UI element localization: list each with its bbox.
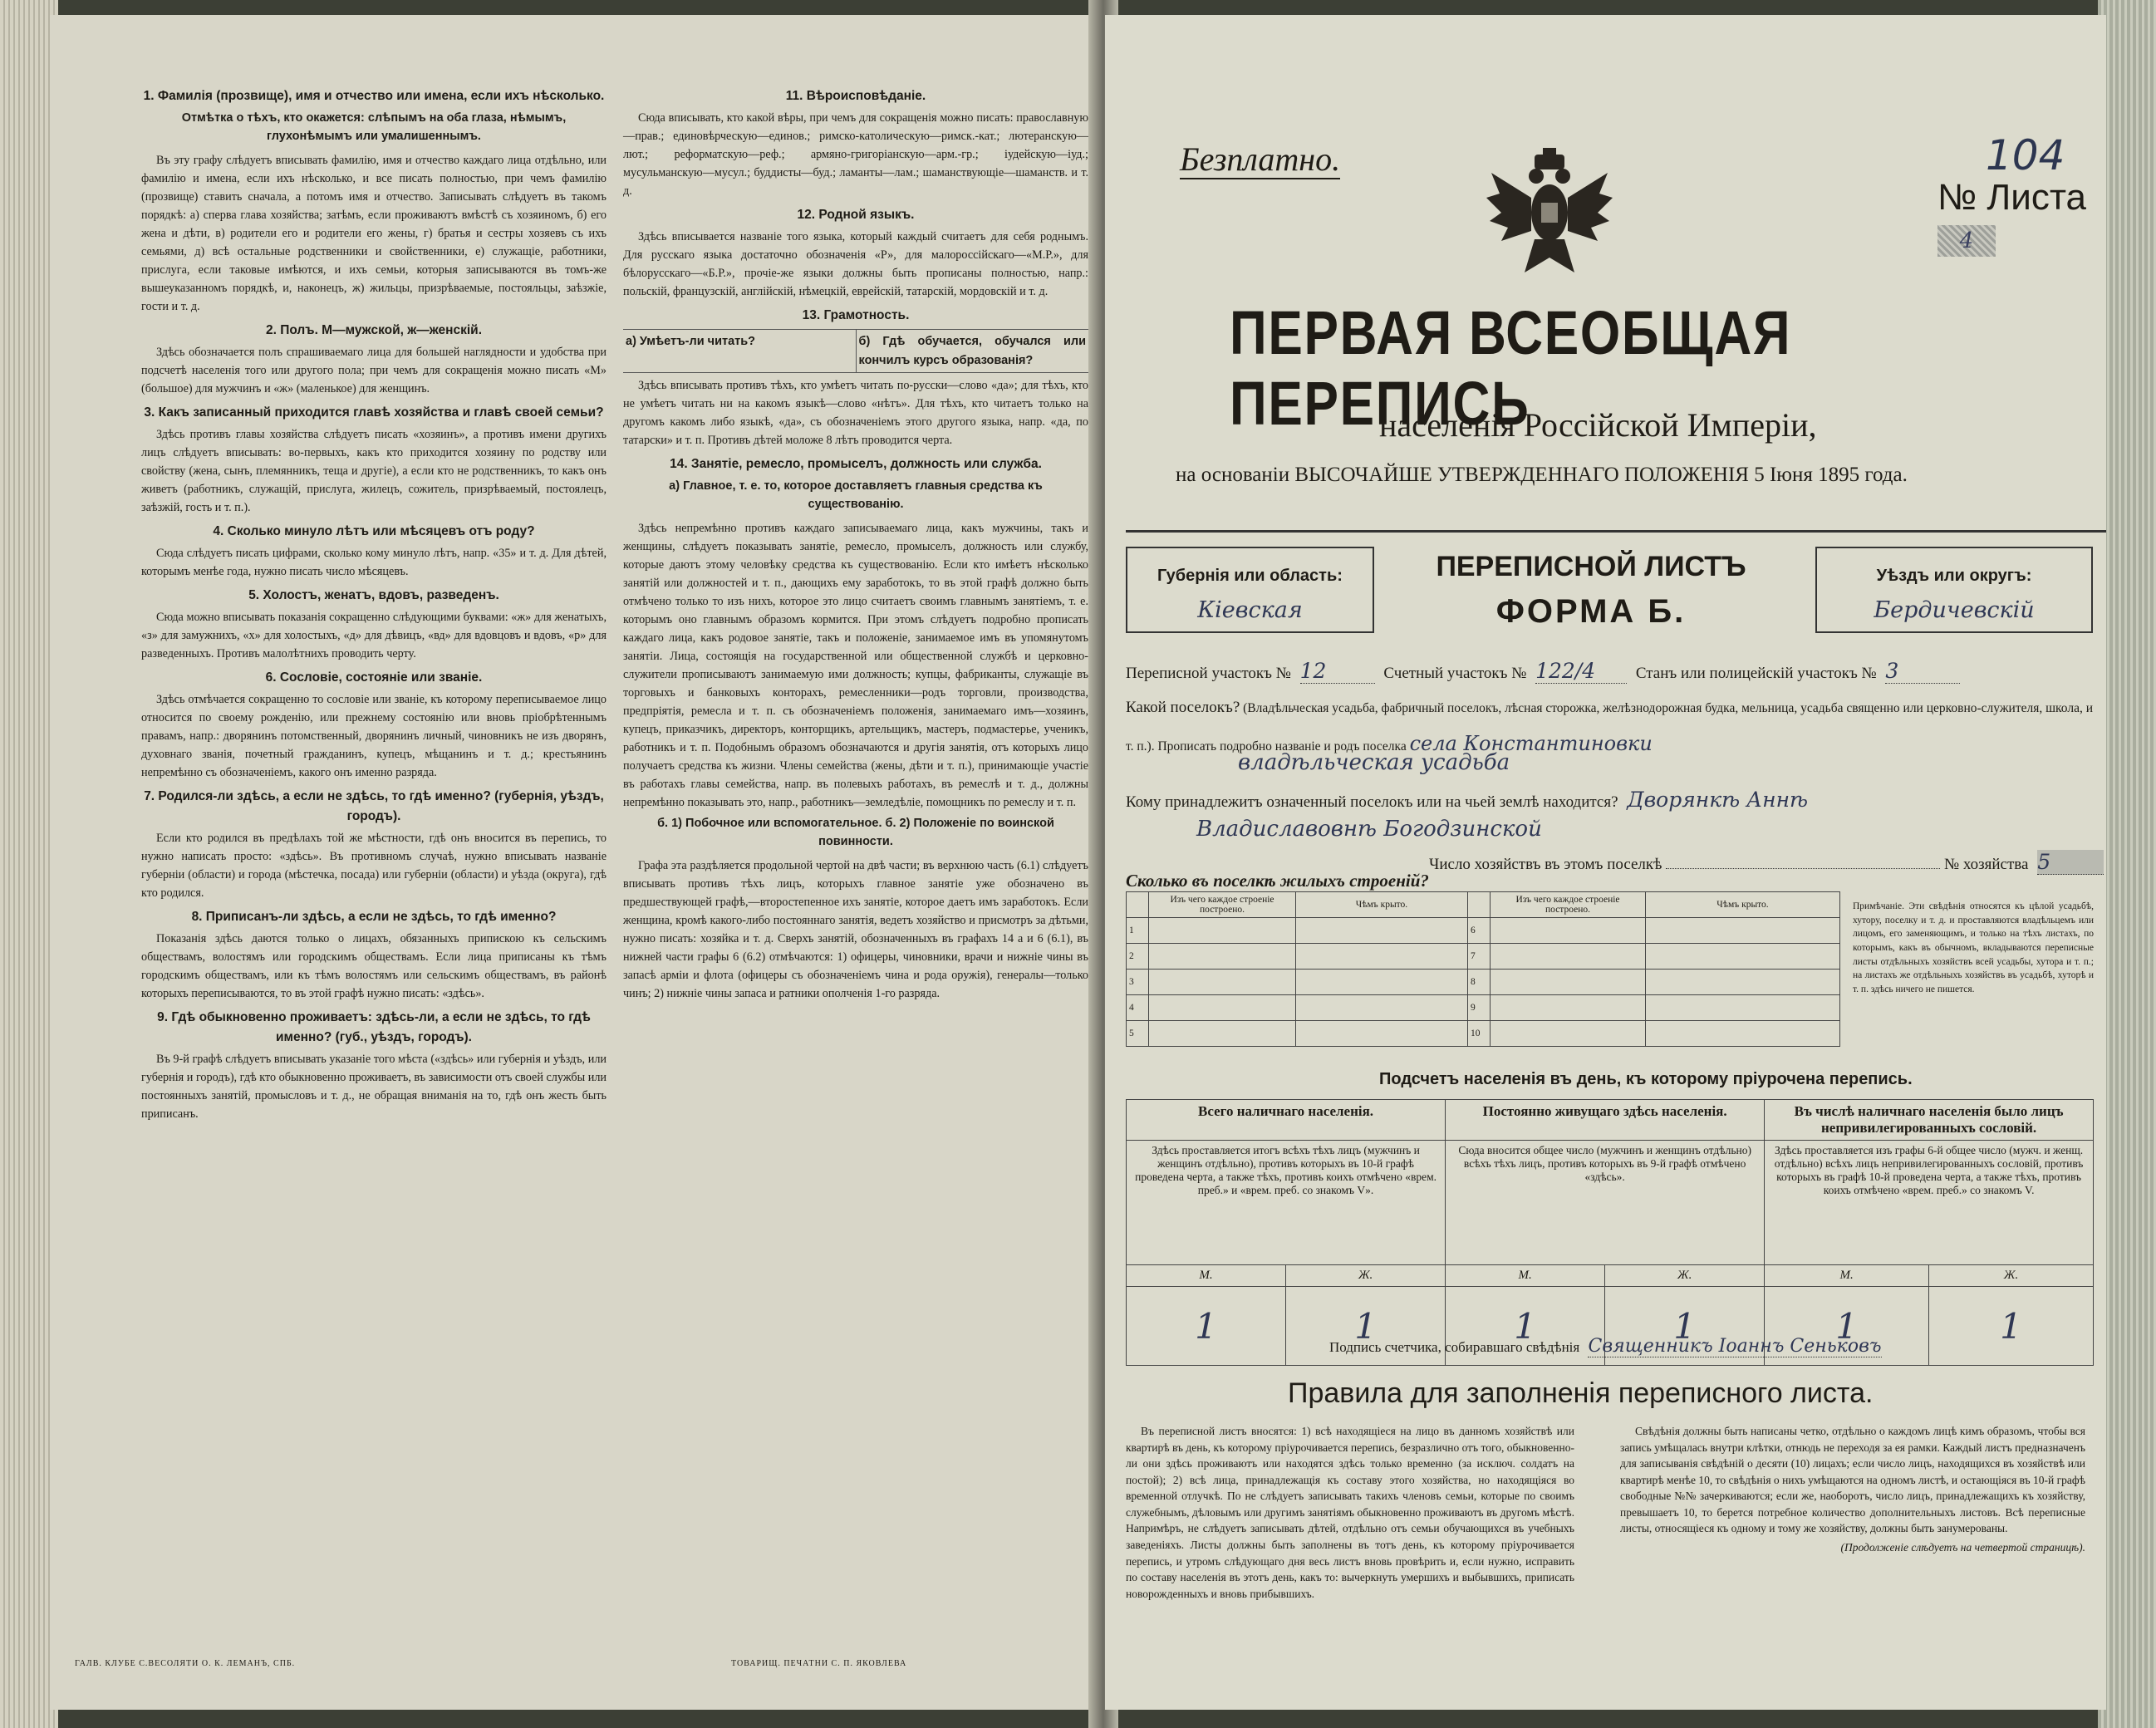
owner-value-1: Дворянкѣ Аннѣ [1627, 788, 1809, 812]
precinct-label: Переписной участокъ № [1126, 665, 1291, 682]
stan-value: 3 [1885, 659, 1960, 684]
pop-value: 1 [1765, 1287, 1929, 1366]
uezd-label: Уѣздъ или округъ: [1876, 567, 2032, 585]
rules-column-2 [1620, 1423, 2085, 1559]
precinct-value: 12 [1300, 659, 1375, 684]
households-label: Число хозяйствъ въ этомъ поселкѣ [1429, 856, 1662, 873]
table-row: 2 7 [1127, 944, 1840, 970]
split-heading [623, 329, 1088, 373]
buildings-col-roof: Чѣмъ крыто. [1296, 892, 1468, 918]
section-text: Если кто родился въ предѣлахъ той же мѣстности, гдѣ онъ вносится въ перепись, то нужно написать просто: «здѣсь». Въ противномъ случаѣ, нужно вписывать названіе губерніи (области) и города (мѣстечка, посада) или губерніи (области) и уѣзда (округа), гдѣ кто родился. [141, 832, 607, 901]
gubernia-value: Кіевская [1197, 597, 1303, 623]
split-heading-cell: б) Гдѣ обучается, обучался или кончилъ курсъ образованія? [856, 330, 1089, 372]
settlement-value-1: села Константиновки [1409, 732, 1653, 755]
census-sheet-title: ПЕРЕПИСНОЙ ЛИСТЪ [1436, 551, 1746, 582]
pop-col-permanent: Постоянно живущаго здѣсь населенія. [1446, 1100, 1765, 1141]
gubernia-label: Губернія или область: [1157, 567, 1343, 585]
settlement-value-2: владѣльческая усадьба [1238, 750, 1510, 775]
section-heading: 2. Полъ. М—мужской, ж—женскій. [265, 322, 483, 337]
section-text: Здѣсь противъ главы хозяйства слѣдуетъ писать «хозяинъ», а противъ имени другихъ лицъ слѣдуетъ вписывать: во-первыхъ, какъ кто приходится хозяину по родству или свойству (жена, сынъ, племянникъ, теща и другіе), а если кто не родственникъ, то какъ онъ живетъ (работникъ, служащій, прислуга, жилецъ, сожитель, призрѣваемый, постоялецъ, заѣзжій, гость и т. п.). [141, 427, 607, 514]
pop-value: 1 [1446, 1287, 1605, 1366]
pop-desc-permanent: Сюда вносится общее число (мужчинъ и женщинъ отдѣльно) всѣхъ тѣхъ лицъ, противъ которыхъ въ 9-й графѣ отмѣчено «здѣсь». [1446, 1141, 1765, 1265]
rules-text-1: Въ переписной листъ вносятся: 1) всѣ находящіеся на лицо въ данномъ хозяйствѣ или квартирѣ въ день, къ которому пріурочивается перепись, безразлично отъ того, обыкновенно-ли они здѣсь проживаютъ или находятся здѣсь только временно (за исключ. солдатъ на постой); 2) всѣ лица, принадлежащія къ составу этого хозяйства, но находящіяся во временной отлучкѣ. По не слѣдуетъ записывать такихъ членовъ семьи, которые по своимъ служебнымъ, дѣловымъ или другимъ занятіямъ обыкновенно проживаютъ въ другомъ мѣстѣ. Напримѣръ, не слѣдуетъ записывать дѣтей, отдѣльно отъ семьи обучающихся въ учебныхъ заведеніяхъ. Листы должны быть заполнены въ тотъ день, къ которому пріурочивается перепись, и утромъ слѣдующаго дня весь листъ вновь провѣрить и, если нужно, исправить по составу населенія въ этотъ день, какъ то: вычеркнуть умершихъ и выбывшихъ, приписать новорожденныхъ и вновь прибывшихъ. [1126, 1425, 1574, 1600]
section-text: Здѣсь отмѣчается сокращенно то сословіе или званіе, къ которому перепиcываемое лицо относится по своему рожденію, или прежнему состоянію или вновь пріобрѣтеннымъ правамъ, напр.: дворянинъ потомственный, дворянинъ личный, чиновникъ не изъ дворянъ, духовнаго званія, почетный гражданинъ, купецъ, мѣщанинъ и т. д.; крестьянинъ непремѣнно съ обозначеніемъ, какого онъ именно разряда. [141, 693, 607, 780]
stan-label: Станъ или полицейскій участокъ № [1635, 665, 1877, 682]
section-text: Показанія здѣсь даются только о лицахъ, обязанныхъ припискою къ сельскимъ обществамъ, волостямъ или городскимъ обществамъ. Если лица приписаны къ тѣмъ городскимъ обществамъ, или къ тѣмъ волостямъ или сельскимъ обществамъ, въ районѣ которыхъ переписываются, то въ этой графѣ нужно писать: «здѣсь». [141, 932, 607, 1001]
pop-value: 1 [1605, 1287, 1765, 1366]
section-text: Графа эта раздѣляется продольной чертой на двѣ части; въ верхнюю часть (6.1) слѣдуетъ вписывать противъ тѣхъ лицъ, которыхъ главное занятіе уже обозначено въ предшествующей графѣ,—второстепенное ихъ занятіе, которое даетъ имъ заработокъ. Если женщина, кромѣ какого-либо постояннаго занятія, ведетъ хозяйство и присмотръ за дѣтьми, нужно писать: хозяйка и т. д. Сверхъ занятій, обозначенныхъ въ графахъ 14 а и 6 (6.1), въ нижней части графы 6 (6.2) отмѣчаются: 1) офицеры, чиновники, врачи и нижніе чины въ запасѣ арміи и флота (офицеры съ обозначеніемъ чина и рода оружія), генералы—только чинъ; 2) нижніе чины запаса и ратники ополченія 1-го разряда. [623, 858, 1088, 1000]
pop-desc-present: Здѣсь проставляется итогъ всѣхъ тѣхъ лицъ (мужчинъ и женщинъ отдѣльно), противъ которыхъ въ 10-й графѣ проведена черта, а также тѣхъ, противъ коихъ отмѣчено «врем. преб.» и «врем. преб. со знакомъ V». [1127, 1141, 1446, 1265]
count-value: 122/4 [1535, 659, 1627, 684]
section-heading: 14. Занятіе, ремесло, промыселъ, должность или служба. [670, 456, 1042, 471]
counter-signature: Священникъ Іоаннъ Сеньковъ [1588, 1336, 1882, 1357]
section-subheading: б. 1) Побочное или вспомогательное. б. 2) Положеніе по воинской повинности. [657, 816, 1054, 849]
section-heading: 9. Гдѣ обыкновенно проживаетъ: здѣсь-ли, а если не здѣсь, то гдѣ именно? (губ., уѣздъ, городъ). [157, 1010, 591, 1045]
signature-line [1329, 1336, 1887, 1357]
form-title: ФОРМА Б. [1495, 593, 1687, 630]
section-heading: 8. Приписанъ-ли здѣсь, а если не здѣсь, то гдѣ именно? [191, 910, 557, 925]
census-subtitle: населенія Россійской Имперіи, [1379, 406, 1817, 444]
table-row: 1 6 [1127, 918, 1840, 944]
rules-column-1 [1126, 1423, 1574, 1604]
pop-col-present: Всего наличнаго населенія. [1127, 1100, 1446, 1141]
section-heading: 1. Фамилія (прозвище), имя и отчество или имена, если ихъ нѣсколько. [143, 89, 605, 103]
section-text: Здѣсь обозначается полъ спрашиваемаго лица для большей наглядности и удобства при подсчетѣ населенія того или другого пола; при чемъ для сокращенія можно писать «М» (большое) для мужчинъ и «ж» (маленькое) для женщинъ. [141, 345, 607, 395]
free-of-charge-label: Безплатно. [1180, 140, 1341, 178]
section-text: Въ эту графу слѣдуетъ вписывать фамилію, имя и отчество каждаго лица отдѣльно, или фамилію и имена, если ихъ нѣсколько, и все писать полностью, при чемъ фамилію (прозвище) ставить сначала, а потомъ имя и отчество. Записывать слѣдуетъ въ такомъ порядкѣ: а) сперва глава хозяйства; затѣмъ, если проживаютъ вмѣстѣ съ хозяиномъ, б) его жена и дѣти, в) родители его и родители его жены, г) братья и сестры хозяевъ съ ихъ семьями, д) всѣ остальные родственники и свойственники, е) служащіе, работники, прислуга, если таковые имѣются, и ихъ семьи, которыя записываются въ томъ-же вышеуказанномъ порядкѣ, и, наконецъ, ж) жильцы, призрѣваемые, постояльцы, заѣзжіе, гости и т. д. [141, 153, 607, 313]
section-text: Здѣсь непремѣнно противъ каждаго записываемаго лица, какъ мужчины, такъ и женщины, слѣдуетъ показывать занятіе, ремесло, промыселъ, должность или службу, которые даютъ этому человѣку средства къ существованію. Если кто имѣетъ нѣсколько занятій или должностей и т. п., дающихъ ему заработокъ, то въ этой графѣ должно быть отмѣчено только то изъ нихъ, которое это лицо считаетъ своимъ главнымъ занятіемъ, т. е. которымъ оно главнымъ образомъ кормится. При этомъ слѣдуетъ подробно прописать каждаго лица, какъ родовое занятіе, такъ и положеніе, занимаемое имъ въ упомянутомъ занятіи. Лица, состоящія на государственной или общественной службѣ и церковно-служители прописываютъ занимаемую ими должность; купцы, фабриканты, служащіе въ торговыхъ и банковыхъ конторахъ, ремесленники—родъ торговли, производства, предпріятія, ремесла и т. п. съ обозначеніемъ положенія, занимаемаго имъ—хозяинъ, купецъ, приказчикъ, директоръ, конторщикъ, артельщикъ, мастеръ, подмастерье, ученикъ, работникъ и т. п. Подобнымъ образомъ обозначаются и другія занятія, отъ которыхъ лицо получаетъ средства къ жизни. Члены семейства (жены, дѣти и т. п.), принимающіе участіе въ работахъ главы семейства, напр. въ полевыхъ работахъ, въ ремеслѣ и т. д., должны непремѣнно показывать это, напр., работникъ—земледѣліе, помощникъ по ремеслу и т. п. [623, 521, 1088, 809]
pop-col-unprivileged: Въ числѣ наличнаго населенія было лицъ непривилегированныхъ сословій. [1765, 1100, 2094, 1141]
table-row: 3 8 [1127, 970, 1840, 995]
section-subheading: Отмѣтка о тѣхъ, кто окажется: слѣпымъ на оба глаза, нѣмымъ, глухонѣмымъ или умалишеннымъ. [181, 111, 567, 144]
split-heading-cell: а) Умѣетъ-ли читать? [626, 335, 756, 349]
section-heading: 11. Вѣроисповѣданіе. [785, 89, 926, 103]
left-page [50, 15, 1098, 1710]
owner-line [1126, 788, 1813, 812]
sheet-number-value: 4 [1937, 225, 1996, 257]
rules-title: Правила для заполненія переписного листа. [1288, 1377, 1874, 1409]
buildings-note: Примѣчаніе. Эти свѣдѣнія относятся къ цѣлой усадьбѣ, хутору, поселку и т. д. и проставляются владѣльцемъ или лицомъ, его заменяющимъ, и только на тѣхъ листахъ, по которымъ, какъ въ обычномъ, вкладываются переписные листы отдѣльныхъ хозяйствъ всей усадьбы, хутора и т. п.; на листахъ же отдѣльныхъ хозяйствъ въ усадьбѣ, хуторѣ и т. п. здѣсь ничего не пишется. [1853, 901, 2094, 995]
section-text: Сюда можно вписывать показанія сокращенно слѣдующими буквами: «ж» для женатыхъ, «з» для замужнихъ, «х» для холостыхъ, «д» для дѣвицъ, «вд» для вдовцовъ и вдовъ, «р» для разведенныхъ. Противъ малолѣтнихъ проводить черту. [141, 611, 607, 661]
section-text: Здѣсь вписывается названіе того языка, который каждый считаетъ для себя роднымъ. Для русскаго языка достаточно обозначенія «Р», для малороссійскаго—«М.Р.», для бѣлорусскаго—«Б.Р.», прочіе-же языки должны быть прописаны полностью, напр.: польскій, французскій, англійскій, нѣмецкій, еврейскій, татарскій, мордовскій и т. д. [623, 230, 1088, 299]
table-row: 5 10 [1127, 1021, 1840, 1047]
pop-value: 1 [1127, 1287, 1286, 1366]
pop-value: 1 [1929, 1287, 2094, 1366]
section-heading: 4. Сколько минуло лѣтъ или мѣсяцевъ отъ роду? [213, 523, 535, 538]
census-legal-basis: на основаніи ВЫСОЧАЙШЕ УТВЕРЖДЕННАГО ПОЛОЖЕНІЯ 5 Іюня 1895 года. [1176, 464, 1908, 486]
section-heading: 13. Грамотность. [802, 308, 910, 323]
owner-label: Кому принадлежитъ означенный поселокъ или на чьей землѣ находится? [1126, 793, 1618, 811]
owner-value-2: Владиславовнѣ Богодзинской [1196, 817, 1542, 842]
section-text: Здѣсь вписывать противъ тѣхъ, кто умѣетъ читать по-русски—слово «да»; для тѣхъ, кто не умѣетъ читать ни на какомъ языкѣ—слово «нѣтъ». Для тѣхъ, кто читаетъ только на другомъ какомъ либо языкѣ, «да», съ обозначеніемъ этого другого языка, напр. «да, по татарски» и т. п. Противъ дѣтей моложе 8 лѣтъ проводится черта. [623, 378, 1088, 447]
printer-imprint-left: ГАЛВ. КЛУБЕ С.ВЕСОЛЯТИ О. К. ЛЕМАНЪ, СПБ. [75, 1659, 296, 1668]
buildings-col-roof-2: Чѣмъ крыто. [1646, 892, 1840, 918]
census-sheet-heading [1375, 551, 1807, 631]
instructions-column-2 [623, 81, 1088, 1005]
instructions-column-1 [141, 81, 607, 1126]
signature-label: Подпись счетчика, собиравшаго свѣдѣнія [1329, 1339, 1580, 1355]
section-heading: 5. Холостъ, женатъ, вдовъ, разведенъ. [248, 588, 499, 602]
census-title: ПЕРВАЯ ВСЕОБЩАЯ ПЕРЕПИСЬ [1230, 298, 1792, 438]
rules-text-2: Свѣдѣнія должны быть написаны четко, отдѣльно о каждомъ лицѣ кимъ образомъ, чтобы вся запись умѣщалась внутри клѣтки, отнюдь не переходя за ея рамки. Каждый листъ предназначенъ для записыванія свѣдѣній о десяти (10) лицахъ; если число лицъ, находящихся въ хозяйствѣ или квартирѣ менѣе 10, то свѣдѣнія о нихъ умѣщаются на одномъ листѣ, и остающіяся въ 10-й графѣ свободные №№ зачеркиваются; если же, наоборотъ, число лицъ, принадлежащихъ къ хозяйству, превышаетъ 10, то берется потребное количество дополнительныхъ листовъ. Всѣ переписные листы, относящіеся къ одному и тому же хозяйству, должны быть занумерованы. [1620, 1425, 2085, 1535]
section-text: Сюда вписывать, кто какой вѣры, при чемъ для сокращенія можно писать: православную—прав.; единовѣрческую—единов.; римско-католическую—римск.-кат.; лютеранскую—лют.; реформатскую—реф.; армяно-григоріанскую—арм.-гр.; іудейскую—іуд.; мусульманскую—мусул.; буддисты—буд.; ламанты—лам.; шаманствующіе—шаманств. и т. д. [623, 111, 1088, 199]
uezd-box [1815, 547, 2093, 633]
section-heading: 7. Родился-ли здѣсь, а если не здѣсь, то гдѣ именно? (губернія, уѣздъ, городъ). [144, 789, 604, 824]
pop-desc-unprivileged: Здѣсь проставляется изъ графы 6-й общее число (мужч. и женщ. отдѣльно) всѣхъ лицъ непривилегированныхъ сословій, противъ которыхъ въ графѣ 10-й проведена черта, а также тѣхъ, противъ коихъ отмѣчено «врем. преб.» со знакомъ V. [1765, 1141, 2094, 1265]
buildings-table [1126, 891, 1840, 1047]
divider [1126, 530, 2106, 533]
household-number-value: 5 [2037, 850, 2104, 875]
section-text: Въ 9-й графѣ слѣдуетъ вписывать указаніе того мѣста («здѣсь» или губернія и уѣздъ, или губернія и городъ), гдѣ кто обыкновенно проживаетъ, въ зависимости отъ своей службы или постоянныхъ занятій, промысловъ и т. д., не обращая вниманія на то, гдѣ онъ жесть быть приписанъ. [141, 1053, 607, 1122]
buildings-col-material-2: Изъ чего каждое строеніе построено. [1491, 892, 1646, 918]
handwritten-page-number: 104 [1986, 131, 2065, 179]
gubernia-box [1126, 547, 1374, 633]
buildings-col-material: Изъ чего каждое строеніе построено. [1149, 892, 1296, 918]
household-number-label: № хозяйства [1943, 856, 2029, 873]
section-heading: 6. Сословіе, состояніе или званіе. [265, 670, 483, 685]
book-edge-right [2098, 0, 2156, 1728]
settlement-note: (Владѣльческая усадьба, фабричный поселокъ, лѣсная сторожка, желѣзнодорожная будка, мельница, усадьба священно или церковно-служителя, школа, и т. п.). Прописать подробно названіе и родъ поселка [1126, 701, 2093, 754]
settlement-label: Какой поселокъ? [1126, 699, 1240, 716]
sheet-number [1937, 177, 2106, 260]
table-row: 4 9 [1127, 995, 1840, 1021]
households-line [1429, 850, 2106, 875]
printer-imprint-right: ТОВАРИЩ. ПЕЧАТНИ С. П. ЯКОВЛЕВА [731, 1659, 907, 1668]
section-heading: 12. Родной языкъ. [797, 208, 915, 223]
count-label: Счетный участокъ № [1383, 665, 1527, 682]
section-text: Сюда слѣдуетъ писать цифрами, сколько кому минуло лѣтъ, напр. «35» и т. д. Для дѣтей, которымъ менѣе года, нужно писать число мѣсяцевъ. [141, 547, 607, 578]
precinct-line [1126, 659, 1965, 684]
section-heading: 3. Какъ записанный приходится главѣ хозяйства и главѣ своей семьи? [144, 405, 604, 420]
right-page [1105, 15, 2106, 1710]
uezd-value: Бердичевскій [1874, 597, 2035, 623]
sheet-number-label: № Листа [1937, 177, 2087, 218]
pop-value: 1 [1286, 1287, 1446, 1366]
population-table: Всего наличнаго населенія. Постоянно живущаго здѣсь населенія. Въ числѣ наличнаго населенія было лицъ непривилегированныхъ сословій. Здѣсь проставляется итогъ всѣхъ тѣхъ лицъ (мужчинъ и женщинъ отдѣльно), противъ которыхъ въ 10-й графѣ проведена черта, а также тѣхъ, противъ коихъ отмѣчено «врем. преб.» и «врем. преб. со знакомъ V». Сюда вносится общее число (мужчинъ и женщинъ отдѣльно) всѣхъ тѣхъ лицъ, противъ которыхъ въ 9-й графѣ отмѣчено «здѣсь». Здѣсь проставляется изъ графы 6-й общее число (мужч. и женщ. отдѣльно) всѣхъ лицъ непривилегированныхъ сословій, противъ которыхъ въ графѣ 10-й проведена черта, а также тѣхъ, противъ коихъ отмѣчено «врем. преб.» со знакомъ V. М. Ж. М. Ж. М. Ж. 1 1 1 1 1 1 [1126, 1099, 2094, 1366]
continued-note: (Продолженіе слѣдуетъ на четвертой страницѣ). [1840, 1540, 2085, 1554]
section-subheading: а) Главное, т. е. то, которое доставляетъ главныя средства къ существованію. [669, 479, 1043, 512]
imperial-eagle-emblem-icon [1483, 148, 1616, 281]
population-title: Подсчетъ населенія въ день, къ которому пріурочена перепись. [1379, 1070, 1913, 1088]
buildings-question: Сколько въ поселкѣ жилыхъ строеній? [1126, 871, 1429, 891]
